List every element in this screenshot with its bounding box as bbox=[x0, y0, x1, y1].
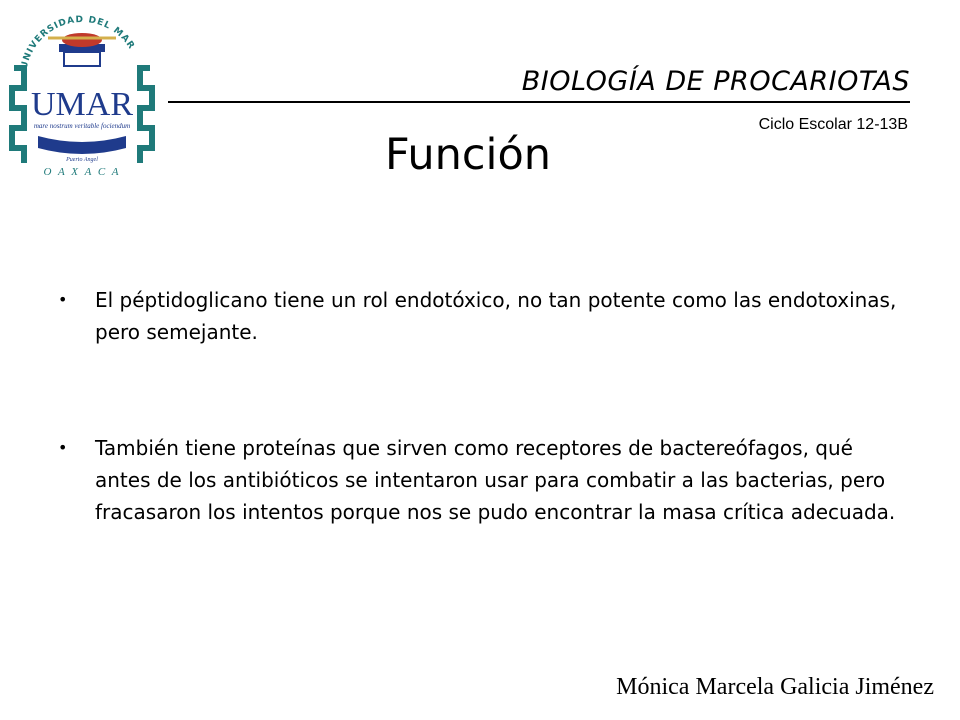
bullet-marker: • bbox=[58, 290, 68, 309]
logo-motto: mare nostrum veritable fociendum bbox=[33, 122, 131, 130]
logo-state: O A X A C A bbox=[43, 166, 121, 178]
course-title: BIOLOGÍA DE PROCARIOTAS bbox=[521, 66, 910, 97]
bullet-text: El péptidoglicano tiene un rol endotóxico, no tan potente como las endotoxinas, pero semejante. bbox=[95, 288, 897, 344]
bullet-text: También tiene proteínas que sirven como receptores de bactereófagos, qué antes de los antibióticos se intentaron usar para combatir a las bacterias, pero fracasaron los intentos porque nos se pudo encontrar la masa crítica adecuada. bbox=[95, 436, 896, 524]
university-logo bbox=[4, 8, 160, 180]
bullet-list bbox=[58, 284, 908, 528]
bullet-item bbox=[58, 284, 908, 348]
bullet-marker: • bbox=[58, 438, 68, 457]
header-divider bbox=[168, 101, 910, 103]
logo-campus: Puerto Angel bbox=[66, 157, 98, 163]
logo-arc-text: UNIVERSIDAD DEL MAR bbox=[19, 14, 137, 70]
slide-title: Función bbox=[385, 130, 552, 180]
logo-monogram: UMAR bbox=[30, 86, 134, 123]
bullet-item bbox=[58, 432, 908, 528]
author-name: Mónica Marcela Galicia Jiménez bbox=[616, 674, 934, 700]
school-cycle: Ciclo Escolar 12-13B bbox=[758, 116, 908, 133]
university-seal-icon bbox=[4, 8, 160, 180]
